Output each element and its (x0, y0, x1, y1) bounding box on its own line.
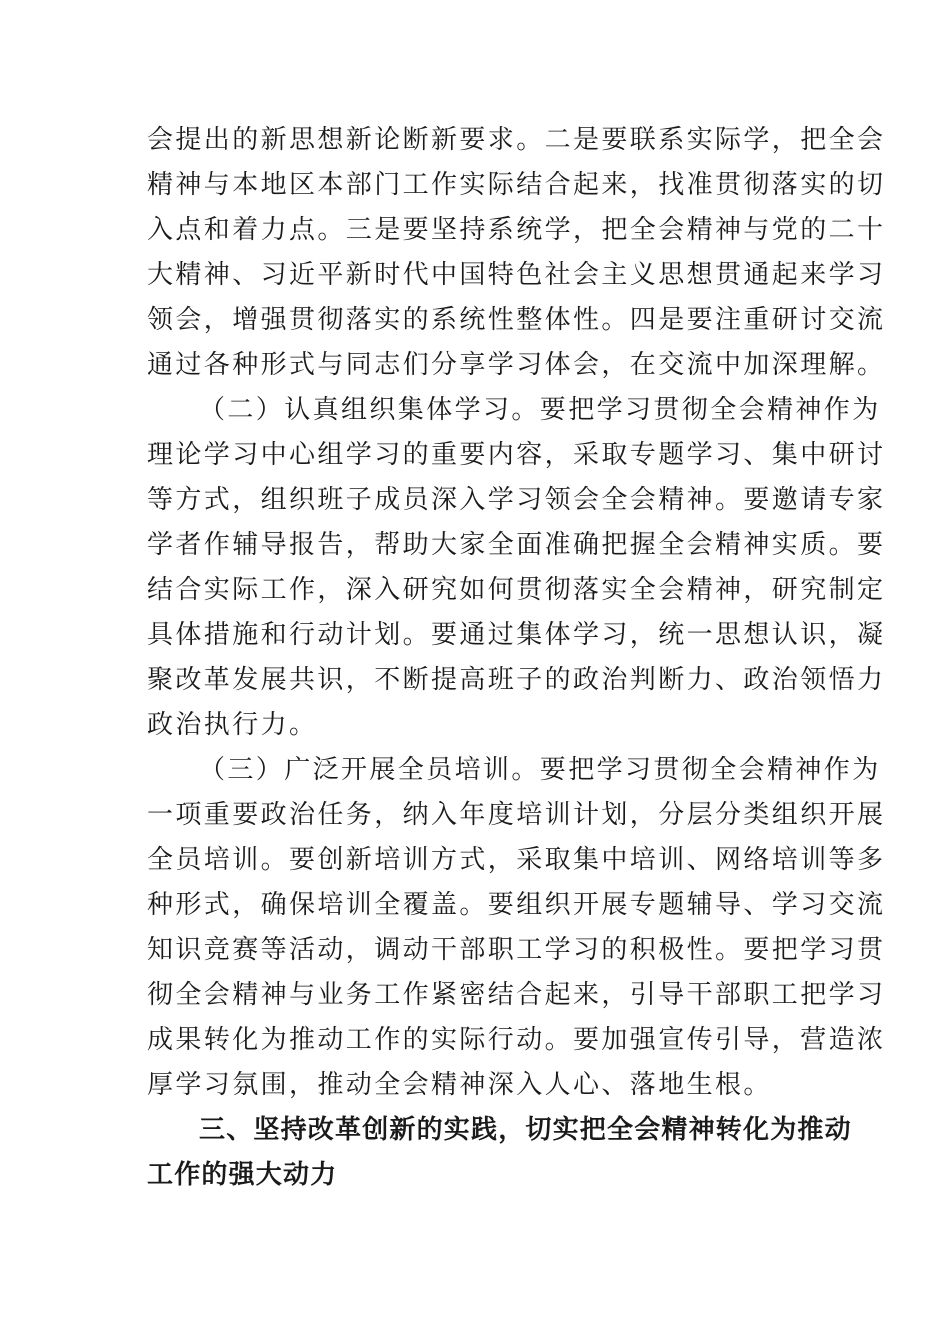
paragraph-line: 学者作辅导报告，帮助大家全面准确把握全会精神实质。要 (147, 530, 886, 560)
paragraph-line: 入点和着力点。三是要坚持系统学，把全会精神与党的二十 (147, 215, 886, 245)
paragraph-line: （二）认真组织集体学习。要把学习贯彻全会精神作为 (199, 395, 881, 425)
paragraph-line: 精神与本地区本部门工作实际结合起来，找准贯彻落实的切 (147, 170, 886, 200)
paragraph-line: 领会，增强贯彻落实的系统性整体性。四是要注重研讨交流 (147, 305, 886, 335)
paragraph-line: 政治执行力。 (147, 710, 318, 740)
paragraph-line: 成果转化为推动工作的实际行动。要加强宣传引导，营造浓 (147, 1025, 886, 1055)
paragraph-line: 种形式，确保培训全覆盖。要组织开展专题辅导、学习交流 (147, 890, 886, 920)
paragraph-line: 理论学习中心组学习的重要内容，采取专题学习、集中研讨 (147, 440, 886, 470)
section-heading-line: 工作的强大动力 (147, 1160, 338, 1190)
paragraph-line: 等方式，组织班子成员深入学习领会全会精神。要邀请专家 (147, 485, 886, 515)
section-heading-line: 三、坚持改革创新的实践，切实把全会精神转化为推动 (199, 1115, 852, 1145)
paragraph-line: 具体措施和行动计划。要通过集体学习，统一思想认识，凝 (147, 620, 886, 650)
paragraph-line: 厚学习氛围，推动全会精神深入人心、落地生根。 (147, 1070, 772, 1100)
paragraph-line: 大精神、习近平新时代中国特色社会主义思想贯通起来学习 (147, 260, 886, 290)
paragraph-line: 一项重要政治任务，纳入年度培训计划，分层分类组织开展 (147, 800, 886, 830)
paragraph-line: 聚改革发展共识，不断提高班子的政治判断力、政治领悟力 (147, 665, 886, 695)
paragraph-line: 通过各种形式与同志们分享学习体会，在交流中加深理解。 (147, 350, 886, 380)
paragraph-line: （三）广泛开展全员培训。要把学习贯彻全会精神作为 (199, 755, 881, 785)
paragraph-line: 全员培训。要创新培训方式，采取集中培训、网络培训等多 (147, 845, 886, 875)
paragraph-line: 结合实际工作，深入研究如何贯彻落实全会精神，研究制定 (147, 575, 886, 605)
paragraph-line: 会提出的新思想新论断新要求。二是要联系实际学，把全会 (147, 125, 886, 155)
paragraph-line: 知识竞赛等活动，调动干部职工学习的积极性。要把学习贯 (147, 935, 886, 965)
paragraph-line: 彻全会精神与业务工作紧密结合起来，引导干部职工把学习 (147, 980, 886, 1010)
